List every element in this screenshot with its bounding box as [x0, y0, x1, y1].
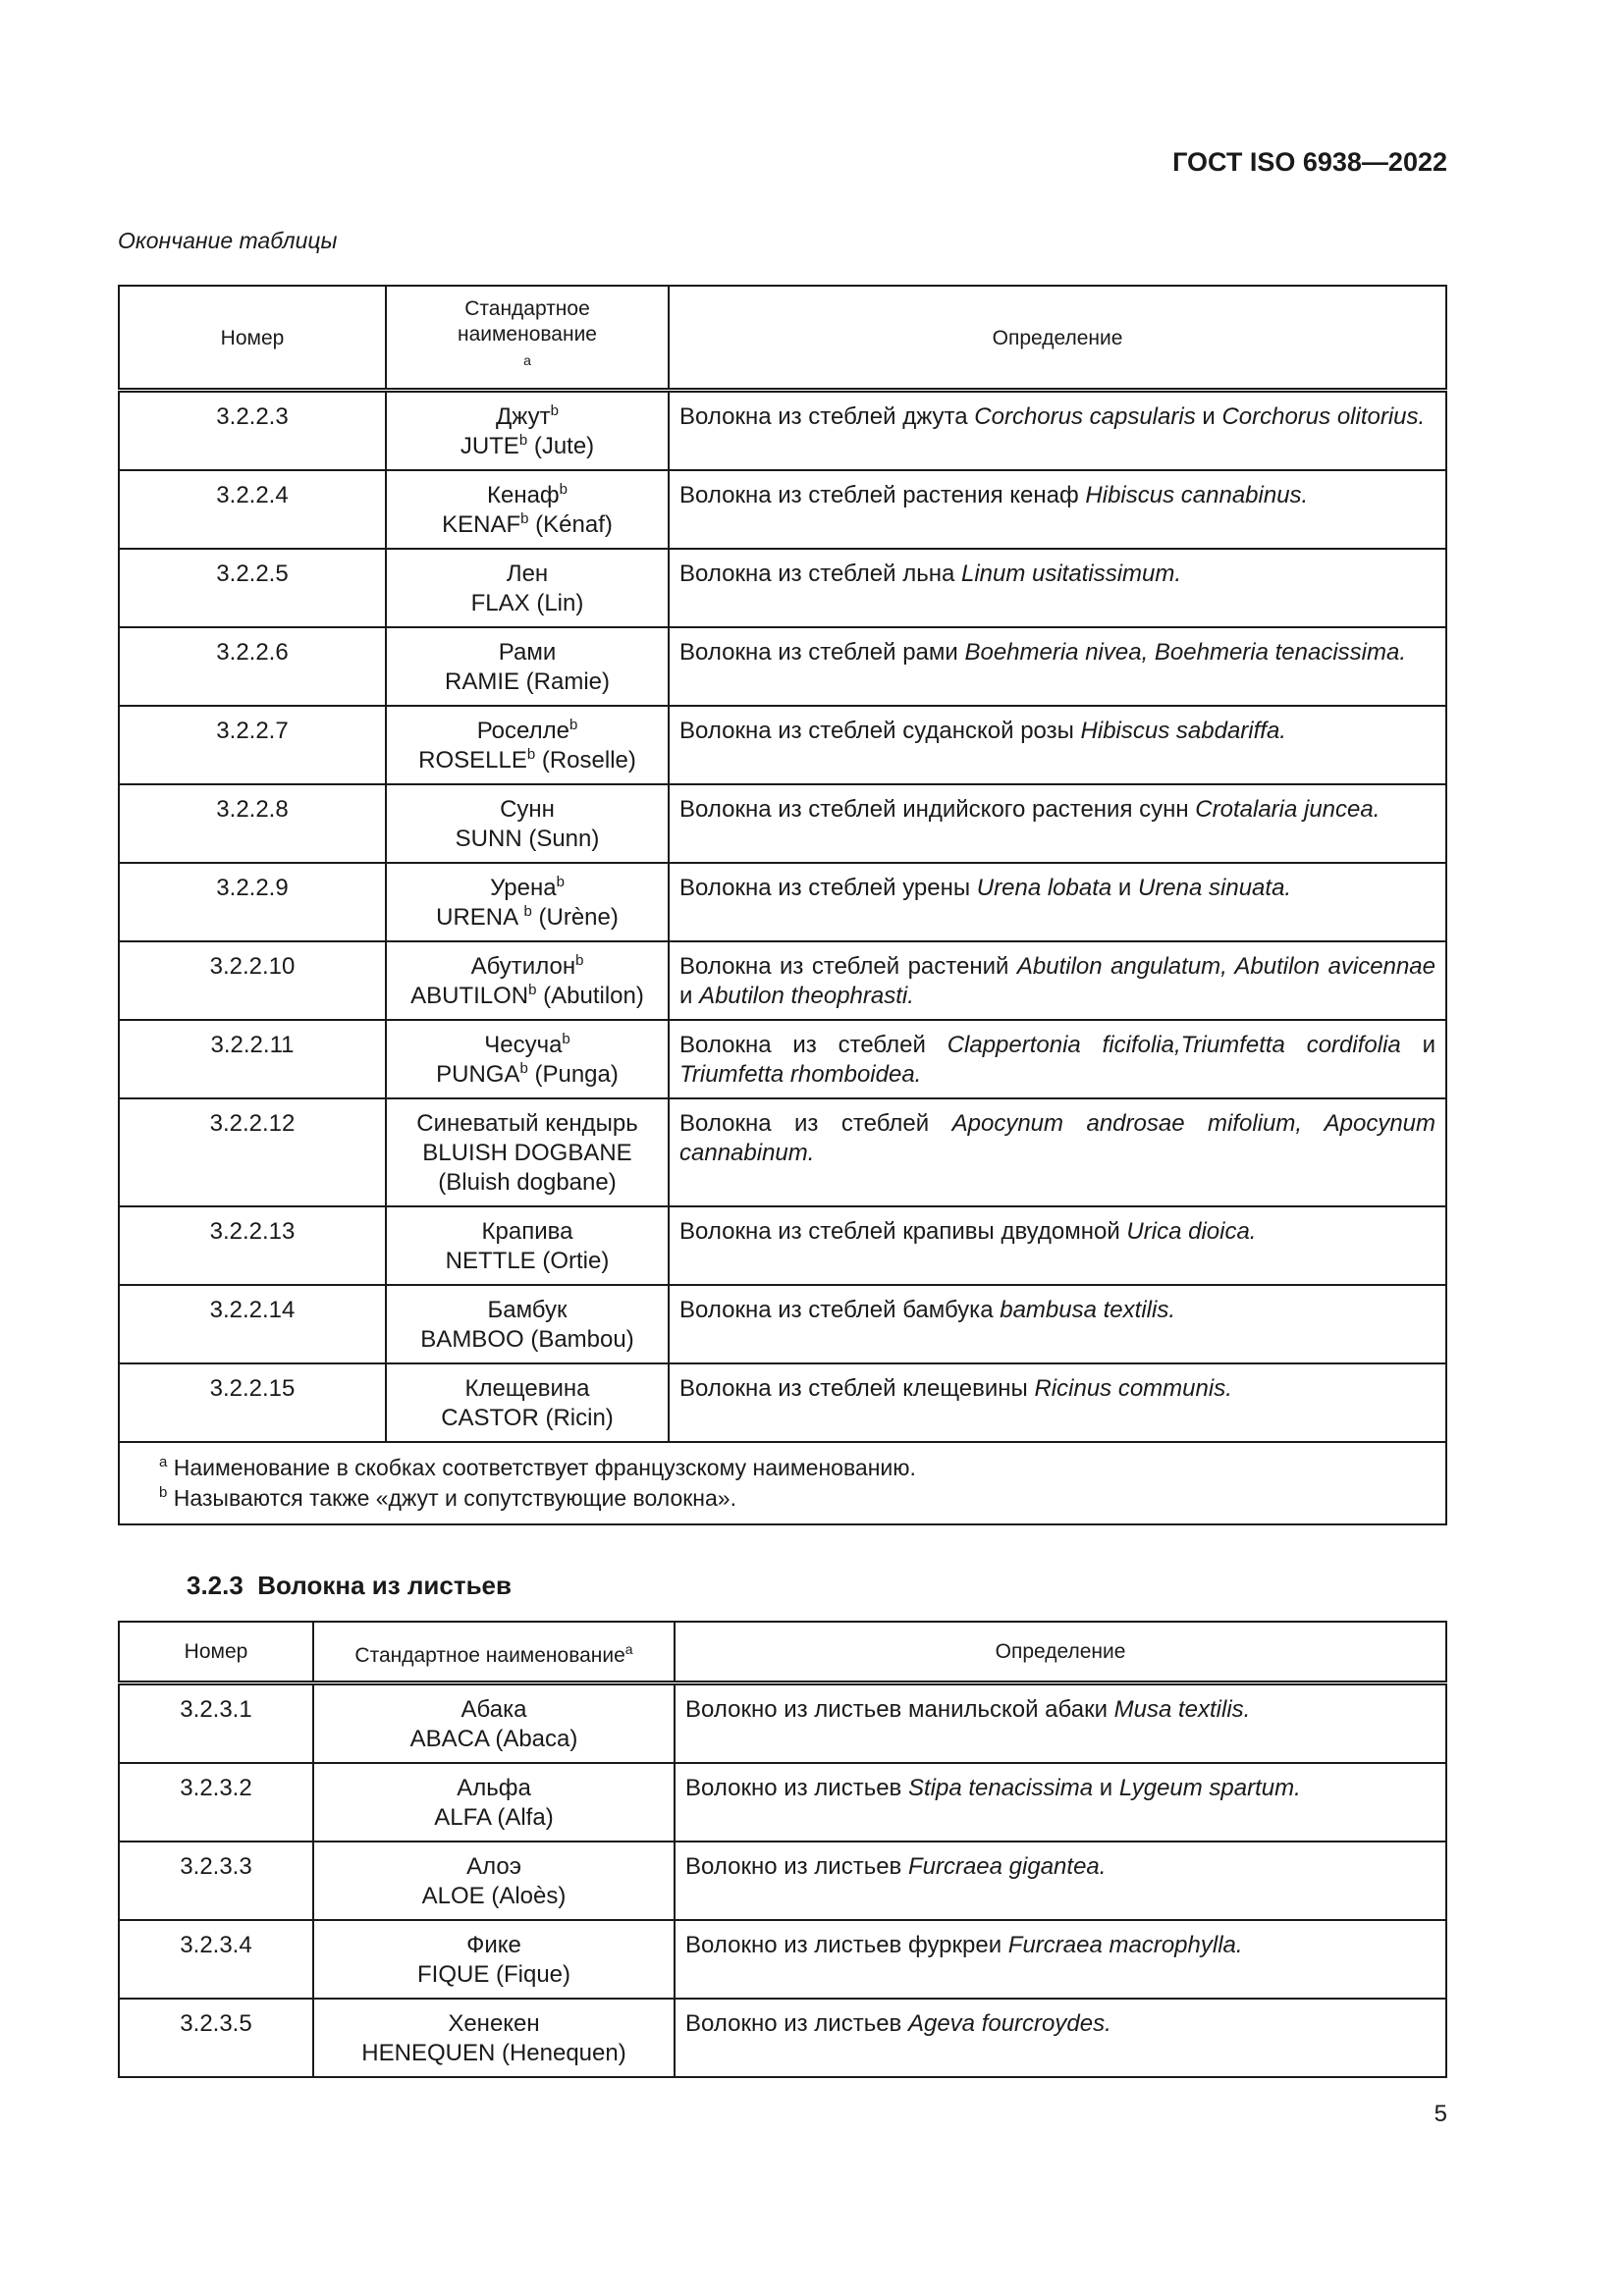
- standard-name: [386, 1285, 669, 1363]
- row-number: 3.2.3.1: [119, 1682, 313, 1763]
- row-number: 3.2.2.14: [119, 1285, 386, 1363]
- row-number: 3.2.3.3: [119, 1842, 313, 1920]
- name-english: NETTLE: [445, 1248, 536, 1274]
- footnote-mark: b: [526, 746, 536, 763]
- latin-name: Urena sinuata.: [1137, 875, 1292, 901]
- name-english: FLAX: [470, 590, 530, 616]
- definition: [669, 1206, 1446, 1285]
- definition: [675, 1763, 1446, 1842]
- latin-name: Corchorus olitorius.: [1221, 403, 1426, 430]
- section-title: Волокна из листьев: [257, 1571, 512, 1600]
- row-number: 3.2.3.5: [119, 1999, 313, 2077]
- table-row: [119, 1999, 1446, 2077]
- latin-name: Hibiscus cannabinus.: [1085, 482, 1309, 508]
- latin-name: Abutilon theophrasti.: [699, 983, 914, 1009]
- name-russian: Алоэ: [466, 1852, 521, 1880]
- latin-name: Boehmeria nivea, Boehmeria tenacissima.: [964, 639, 1407, 666]
- definition-text: Волокно из листьев: [685, 1852, 908, 1880]
- stem-fibres-table: [118, 285, 1447, 1525]
- name-russian: Лен: [506, 561, 549, 587]
- name-russian: Абутилон: [470, 953, 576, 980]
- footnote-mark: b: [575, 952, 584, 969]
- definition: [669, 549, 1446, 627]
- name-french: (Sunn): [521, 826, 600, 852]
- name-english: JUTE: [460, 433, 519, 459]
- footnote-mark: a: [159, 1454, 168, 1470]
- definition-text: Волокна из стеблей суданской розы: [679, 718, 1081, 744]
- name-french: (Bluish dogbane): [438, 1169, 617, 1196]
- standard-name: [386, 706, 669, 784]
- latin-name: Musa textilis.: [1113, 1695, 1251, 1723]
- header-definition: Определение: [675, 1622, 1446, 1682]
- name-russian: Крапива: [481, 1218, 573, 1245]
- header-name-footnote-mark: a: [624, 1640, 633, 1657]
- standard-name: [386, 1206, 669, 1285]
- table-row: [119, 1920, 1446, 1999]
- definition: [675, 1682, 1446, 1763]
- footnote-mark: b: [528, 982, 537, 998]
- definition: [675, 1999, 1446, 2077]
- table-row: [119, 784, 1446, 863]
- standard-name: [386, 941, 669, 1020]
- name-french: (Urène): [531, 904, 619, 931]
- row-number: 3.2.2.7: [119, 706, 386, 784]
- name-french: (Lin): [529, 590, 584, 616]
- table-row: [119, 1363, 1446, 1442]
- footnote-mark: b: [550, 402, 559, 419]
- latin-name: Furcraea macrophylla.: [1007, 1931, 1243, 1958]
- header-name: Стандартное наименование$^a$: [313, 1622, 675, 1682]
- latin-name: Hibiscus sabdariffa.: [1080, 718, 1286, 744]
- standard-name: [313, 1842, 675, 1920]
- section-number: 3.2.3: [187, 1571, 244, 1600]
- latin-name: Linum usitatissimum.: [960, 561, 1182, 587]
- definition: [669, 941, 1446, 1020]
- latin-name: Ricinus communis.: [1034, 1375, 1232, 1402]
- definition-text: Волокна из стеблей крапивы двудомной: [679, 1218, 1127, 1245]
- row-number: 3.2.2.8: [119, 784, 386, 863]
- row-number: 3.2.3.4: [119, 1920, 313, 1999]
- definition-text: и: [1093, 1774, 1119, 1801]
- name-french: (Abutilon): [536, 983, 644, 1009]
- name-russian: Роселле: [476, 718, 569, 744]
- name-french: (Jute): [527, 433, 595, 459]
- row-number: 3.2.2.10: [119, 941, 386, 1020]
- standard-name: [386, 863, 669, 941]
- definition-text: Волокна из стеблей бамбука: [679, 1297, 1001, 1323]
- header-number: Номер: [119, 286, 386, 391]
- standard-name: [313, 1682, 675, 1763]
- standard-name: [386, 549, 669, 627]
- standard-name: [386, 391, 669, 471]
- row-number: 3.2.2.9: [119, 863, 386, 941]
- definition-text: Волокна из стеблей индийского растения сунн: [679, 796, 1196, 823]
- table-row: [119, 391, 1446, 471]
- definition: [669, 1285, 1446, 1363]
- name-french: (Bambou): [523, 1326, 634, 1353]
- name-russian: Урена: [490, 875, 557, 901]
- footnote-mark: b: [568, 717, 578, 733]
- footnote-text: Называются также «джут и сопутствующие волокна».: [167, 1485, 736, 1511]
- name-russian: Синеватый кендырь: [416, 1110, 638, 1137]
- latin-name: Triumfetta rhomboidea.: [679, 1061, 922, 1088]
- name-russian: Альфа: [457, 1774, 531, 1801]
- table-row: [119, 941, 1446, 1020]
- name-russian: Кенаф: [486, 482, 560, 508]
- definition-text: Волокна из стеблей клещевины: [679, 1375, 1035, 1402]
- footnote-mark: b: [520, 510, 529, 527]
- definition: [669, 470, 1446, 549]
- definition-text: Волокна из стеблей растения кенаф: [679, 482, 1086, 508]
- table-row: [119, 1682, 1446, 1763]
- footnote-mark: b: [523, 903, 532, 920]
- name-english: ABACA (Abaca): [409, 1725, 578, 1752]
- table-row: [119, 706, 1446, 784]
- name-french: (Ortie): [535, 1248, 610, 1274]
- name-english: FIQUE (Fique): [416, 1960, 571, 1988]
- name-english: SUNN: [455, 826, 522, 852]
- footnote: [159, 1483, 1435, 1514]
- row-number: 3.2.2.4: [119, 470, 386, 549]
- latin-name: Lygeum spartum.: [1118, 1774, 1301, 1801]
- name-english: BLUISH DOGBANE: [422, 1140, 632, 1166]
- definition: [669, 706, 1446, 784]
- definition: [669, 1098, 1446, 1206]
- document-id: ГОСТ ISO 6938—2022: [1172, 147, 1447, 177]
- latin-name: Urica dioica.: [1126, 1218, 1257, 1245]
- name-french: (Punga): [527, 1061, 619, 1088]
- definition: [669, 627, 1446, 706]
- row-number: 3.2.2.11: [119, 1020, 386, 1098]
- name-french: (Ramie): [519, 668, 611, 695]
- definition: [675, 1842, 1446, 1920]
- definition-text: и: [1195, 403, 1222, 430]
- latin-name: Furcraea gigantea.: [907, 1852, 1107, 1880]
- table-row: [119, 549, 1446, 627]
- definition-text: Волокно из листьев фуркреи: [685, 1931, 1008, 1958]
- page-number: 5: [1434, 2101, 1447, 2127]
- latin-name: Urena lobata: [976, 875, 1112, 901]
- definition: [669, 784, 1446, 863]
- footnote-mark: b: [519, 1060, 528, 1077]
- row-number: 3.2.2.5: [119, 549, 386, 627]
- table-header-row: [119, 286, 1446, 391]
- footnote-mark: b: [556, 874, 565, 890]
- header-number: Номер: [119, 1622, 313, 1682]
- name-english: RAMIE: [444, 668, 519, 695]
- latin-name: bambusa textilis.: [1000, 1297, 1175, 1323]
- name-english: HENEQUEN (Henequen): [361, 2039, 626, 2066]
- row-number: 3.2.2.6: [119, 627, 386, 706]
- name-russian: Фике: [466, 1931, 521, 1958]
- footnote-mark: b: [559, 481, 568, 498]
- latin-name: Stipa tenacissima: [907, 1774, 1094, 1801]
- standard-name: [386, 1020, 669, 1098]
- leaf-fibres-table: [118, 1621, 1447, 2078]
- definition: [669, 391, 1446, 471]
- row-number: 3.2.2.12: [119, 1098, 386, 1206]
- header-definition: Определение: [669, 286, 1446, 391]
- definition: [675, 1920, 1446, 1999]
- footnote-mark: b: [562, 1031, 570, 1047]
- definition: [669, 1020, 1446, 1098]
- definition-text: и: [1400, 1032, 1436, 1058]
- latin-name: Ageva fourcroydes.: [907, 2009, 1111, 2037]
- footnote-mark: b: [518, 432, 528, 449]
- row-number: 3.2.2.13: [119, 1206, 386, 1285]
- name-french: (Ricin): [538, 1405, 614, 1431]
- standard-name: [313, 1999, 675, 2077]
- footnotes-row: [119, 1442, 1446, 1524]
- definition-text: и: [1111, 875, 1138, 901]
- name-russian: Сунн: [500, 796, 555, 823]
- name-english: KENAF: [442, 511, 521, 538]
- table-header-row: [119, 1622, 1446, 1682]
- latin-name: Corchorus capsularis: [974, 403, 1196, 430]
- row-number: 3.2.3.2: [119, 1763, 313, 1842]
- section-heading: [187, 1571, 512, 1601]
- table-row: [119, 627, 1446, 706]
- name-english: CASTOR: [441, 1405, 539, 1431]
- definition-text: Волокна из стеблей растений: [679, 953, 1017, 980]
- footnote-mark: b: [159, 1484, 168, 1501]
- standard-name: [386, 1098, 669, 1206]
- table-row: [119, 863, 1446, 941]
- definition: [669, 863, 1446, 941]
- table-row: [119, 1098, 1446, 1206]
- standard-name: [386, 1363, 669, 1442]
- definition-text: и: [679, 983, 700, 1009]
- table-row: [119, 1206, 1446, 1285]
- standard-name: [386, 627, 669, 706]
- definition-text: Волокна из стеблей джута: [679, 403, 975, 430]
- standard-name: [313, 1763, 675, 1842]
- definition: [669, 1363, 1446, 1442]
- table-row: [119, 1285, 1446, 1363]
- name-french: (Kénaf): [528, 511, 613, 538]
- name-english: BAMBOO: [420, 1326, 524, 1353]
- latin-name: Apocynum androsae mifolium, Apocynum cannabinum.: [679, 1110, 1435, 1166]
- table-row: [119, 470, 1446, 549]
- definition-text: Волокна из стеблей урены: [679, 875, 977, 901]
- header-name-footnote-mark: a: [523, 352, 531, 368]
- name-russian: Клещевина: [464, 1375, 590, 1402]
- definition-text: Волокна из стеблей: [679, 1032, 947, 1058]
- table-row: [119, 1020, 1446, 1098]
- latin-name: Abutilon angulatum, Abutilon avicennae: [1016, 953, 1435, 980]
- footnote: [159, 1453, 1435, 1483]
- name-english: ALFA (Alfa): [434, 1803, 554, 1831]
- footnotes: [119, 1442, 1446, 1524]
- name-russian: Хенекен: [448, 2009, 540, 2037]
- table-row: [119, 1842, 1446, 1920]
- standard-name: [386, 470, 669, 549]
- standard-name: [386, 784, 669, 863]
- definition-text: Волокна из стеблей льна: [679, 561, 961, 587]
- name-english: ALOE (Aloès): [421, 1882, 567, 1909]
- footnote-text: Наименование в скобках соответствует французскому наименованию.: [167, 1455, 916, 1480]
- definition-text: Волокно из листьев: [685, 2009, 908, 2037]
- name-english: URENA: [436, 904, 524, 931]
- row-number: 3.2.2.15: [119, 1363, 386, 1442]
- definition-text: Волокно из листьев манильской абаки: [685, 1695, 1114, 1723]
- name-russian: Чесуча: [484, 1032, 563, 1058]
- name-russian: Бамбук: [487, 1297, 568, 1323]
- definition-text: Волокно из листьев: [685, 1774, 908, 1801]
- name-russian: Джут: [496, 403, 551, 430]
- latin-name: Clappertonia ficifolia,Triumfetta cordifolia: [947, 1032, 1401, 1058]
- name-russian: Рами: [498, 639, 557, 666]
- standard-name: [313, 1920, 675, 1999]
- latin-name: Crotalaria juncea.: [1195, 796, 1380, 823]
- name-french: (Roselle): [535, 747, 636, 774]
- name-english: ROSELLE: [418, 747, 527, 774]
- name-english: ABUTILON: [410, 983, 529, 1009]
- table-caption: Окончание таблицы: [118, 228, 338, 253]
- definition-text: Волокна из стеблей: [679, 1110, 952, 1137]
- name-russian: Абака: [460, 1695, 527, 1723]
- definition-text: Волокна из стеблей рами: [679, 639, 965, 666]
- header-name: Стандартное наименование $^a$: [386, 286, 669, 391]
- table-row: [119, 1763, 1446, 1842]
- row-number: 3.2.2.3: [119, 391, 386, 471]
- name-english: PUNGA: [436, 1061, 520, 1088]
